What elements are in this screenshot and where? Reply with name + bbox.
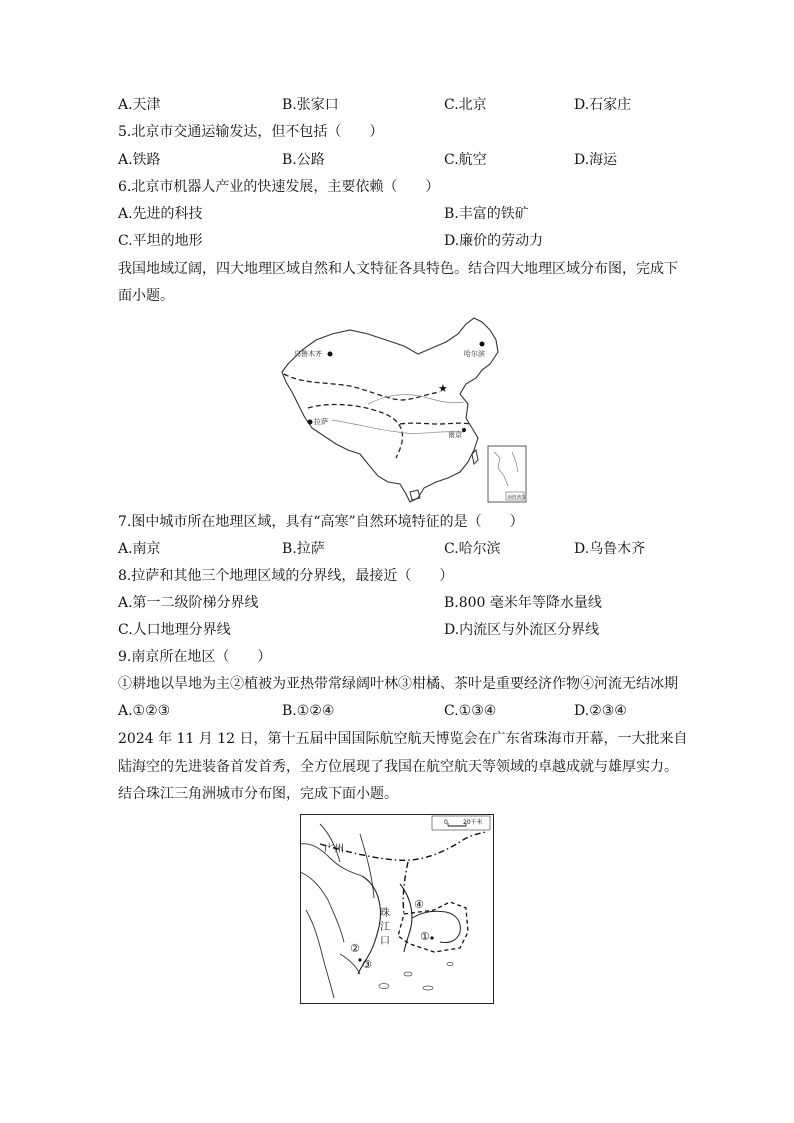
pearl-river-delta-map: [300, 814, 494, 1004]
q9-option-c: C.①③④: [444, 703, 497, 719]
q5-option-d: D.海运: [574, 152, 618, 168]
city-guangzhou-label: 广州: [324, 844, 344, 855]
q9-statements: ①耕地以旱地为主②植被为亚热带常绿阔叶林③柑橘、茶叶是重要经济作物④河流无结冰期: [118, 676, 678, 692]
q8-option-b: B.800 毫米年等降水量线: [444, 595, 602, 611]
region-boundary-tibet: [308, 405, 403, 458]
q6-option-b: B.丰富的铁矿: [444, 206, 529, 222]
marker-2: ②: [350, 942, 360, 955]
q9-option-a: A.①②③: [118, 703, 171, 719]
city-lhasa-label: 拉萨: [314, 418, 328, 426]
intro-paragraph-2-line-2: 陆海空的先进装备首发首秀，全方位展现了我国在航空航天等领域的卓越成就与雄厚实力。: [118, 759, 678, 775]
region-boundary-north-south: [400, 423, 470, 424]
q8-option-d: D.内流区与外流区分界线: [444, 622, 600, 638]
q6-option-a: A.先进的科技: [118, 206, 203, 222]
estuary-label-1: 珠: [380, 908, 390, 919]
q4-option-a: A.天津: [118, 97, 161, 113]
q7-option-a: A.南京: [118, 541, 161, 557]
intro-paragraph-1-line-1: 我国地域辽阔，四大地理区域自然和人文特征各具特色。结合四大地理区域分布图，完成下: [118, 261, 678, 277]
q6-option-d: D.廉价的劳动力: [444, 233, 544, 249]
q8-option-a: A.第一二级阶梯分界线: [118, 595, 259, 611]
q9-option-b: B.①②④: [282, 703, 335, 719]
q6-option-c: C.平坦的地形: [118, 233, 203, 249]
intro-paragraph-2-line-3: 结合珠江三角洲城市分布图，完成下面小题。: [118, 786, 398, 802]
scale-zero: 0: [444, 819, 448, 826]
china-regions-map: [268, 312, 530, 506]
q8-option-c: C.人口地理分界线: [118, 622, 231, 638]
q9-option-d: D.②③④: [574, 703, 627, 719]
marker-1: ①: [420, 930, 430, 943]
intro-paragraph-2-line-1: 2024 年 11 月 12 日，第十五届中国国际航空航天博览会在广东省珠海市开幕，一大批来自: [118, 731, 688, 747]
q4-option-c: C.北京: [444, 97, 487, 113]
region-boundary-northwest: [284, 374, 440, 400]
marker-4: ④: [414, 898, 424, 911]
q4-option-d: D.石家庄: [574, 97, 632, 113]
q7-option-c: C.哈尔滨: [444, 541, 501, 557]
estuary-label-3: 口: [380, 936, 390, 947]
inset-label: 南海诸岛: [507, 495, 526, 501]
q6-stem: 6.北京市机器人产业的快速发展，主要依赖（ ）: [118, 179, 440, 195]
q5-option-c: C.航空: [444, 152, 487, 168]
intro-paragraph-1-line-2: 面小题。: [118, 288, 174, 304]
city-nanjing-label: 南京: [448, 431, 462, 439]
china-outline: [282, 318, 498, 502]
q7-stem: 7.图中城市所在地理区域，具有“高寒”自然环境特征的是（ ）: [118, 514, 524, 530]
estuary-label-2: 江: [380, 922, 390, 933]
q9-stem: 9.南京所在地区（ ）: [118, 649, 272, 665]
q7-option-d: D.乌鲁木齐: [574, 541, 646, 557]
city-harbin-label: 哈尔滨: [464, 350, 485, 358]
city-urumqi-label: 乌鲁木齐: [294, 350, 322, 358]
scale-value: 20千米: [463, 819, 483, 826]
q5-stem: 5.北京市交通运输发达，但不包括（ ）: [118, 124, 384, 140]
marker-3: ③: [362, 958, 372, 971]
capital-star-icon: ★: [438, 382, 448, 395]
q8-stem: 8.拉萨和其他三个地理区域的分界线，最接近（ ）: [118, 568, 454, 584]
q7-option-b: B.拉萨: [282, 541, 325, 557]
q4-option-b: B.张家口: [282, 97, 339, 113]
q5-option-b: B.公路: [282, 152, 325, 168]
q5-option-a: A.铁路: [118, 152, 161, 168]
